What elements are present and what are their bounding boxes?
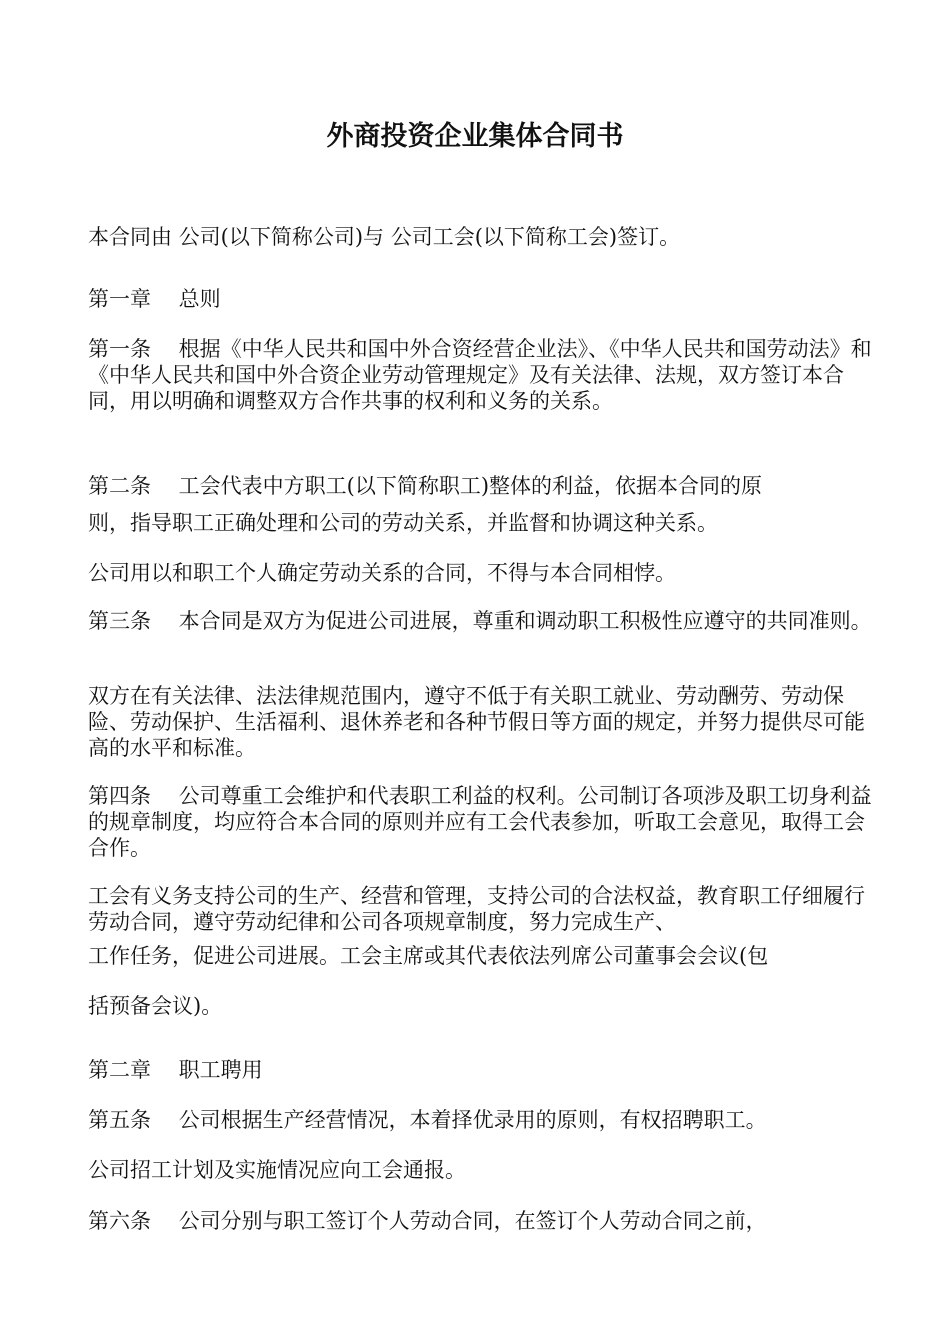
- intro-paragraph: 本合同由 公司(以下简称公司)与 公司工会(以下简称工会)签订。: [88, 225, 681, 249]
- article-2-line-2: 则，指导职工正确处理和公司的劳动关系，并监督和协调这种关系。: [88, 511, 718, 535]
- article-6: 第六条 公司分别与职工签订个人劳动合同，在签订个人劳动合同之前，: [88, 1209, 767, 1233]
- article-1: 第一条 根据《中华人民共和国中外合资经营企业法》、《中华人民共和国劳动法》和《中华人民共和国中外合资企业劳动管理规定》及有关法律、法规，双方签订本合同，用以明确和调整双方合作共事的权利和义务的关系。: [88, 337, 872, 413]
- article-3-paragraph-2: 双方在有关法律、法法律规范围内，遵守不低于有关职工就业、劳动酬劳、劳动保险、劳动保护、生活福利、退休养老和各种节假日等方面的规定，并努力提供尽可能高的水平和标准。: [88, 684, 865, 760]
- article-4-paragraph-2-line-3: 工作任务，促进公司进展。工会主席或其代表依法列席公司董事会会议(包: [88, 944, 769, 968]
- article-4: 第四条 公司尊重工会维护和代表职工利益的权利。公司制订各项涉及职工切身利益的规章制度，均应符合本合同的原则并应有工会代表参加，听取工会意见，取得工会合作。: [88, 784, 872, 860]
- article-3: 第三条 本合同是双方为促进公司进展，尊重和调动职工积极性应遵守的共同准则。: [88, 609, 872, 633]
- article-4-paragraph-2-line-4: 括预备会议)。: [88, 994, 223, 1018]
- article-5-paragraph-2: 公司招工计划及实施情况应向工会通报。: [88, 1158, 466, 1182]
- article-5: 第五条 公司根据生产经营情况，本着择优录用的原则，有权招聘职工。: [88, 1108, 767, 1132]
- document-title: 外商投资企业集体合同书: [326, 121, 624, 152]
- article-2-line-1: 第二条 工会代表中方职工(以下简称职工)整体的利益，依据本合同的原: [88, 474, 763, 498]
- article-4-paragraph-2-lines: 工会有义务支持公司的生产、经营和管理，支持公司的合法权益，教育职工仔细履行劳动合同，遵守劳动纪律和公司各项规章制度，努力完成生产、: [88, 884, 865, 934]
- article-2-paragraph-2: 公司用以和职工个人确定劳动关系的合同，不得与本合同相悖。: [88, 561, 676, 585]
- chapter-2-heading: 第二章 职工聘用: [88, 1058, 263, 1082]
- chapter-1-heading: 第一章 总则: [88, 287, 221, 311]
